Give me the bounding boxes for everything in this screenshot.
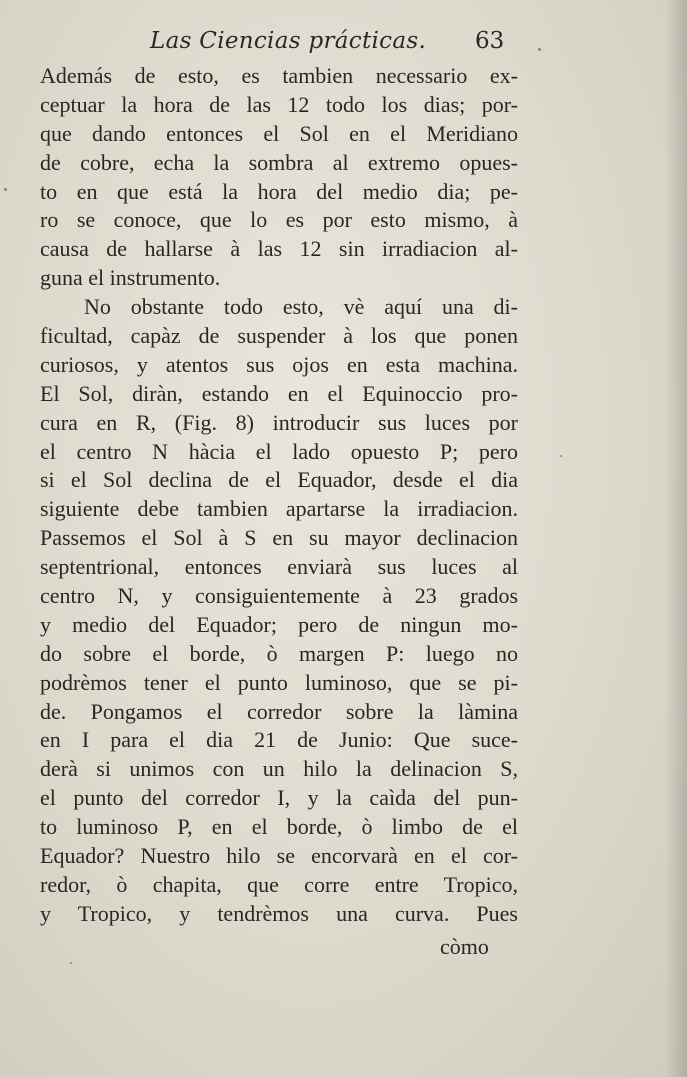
text-line: si el Sol declina de el Equador, desde el dia (40, 467, 518, 493)
text-line: en I para el dia 21 de Junio: Que suce- (40, 727, 518, 753)
text-line: podrèmos tener el punto luminoso, que se pi- (40, 669, 518, 695)
running-head-title: Las Ciencias prácticas. (150, 28, 427, 54)
body-text (40, 62, 518, 929)
text-line: siguiente debe tambien apartarse la irradiacion. (40, 496, 518, 522)
text-line: ceptuar la hora de las 12 todo los dias; por- (40, 91, 518, 117)
running-head (150, 28, 530, 62)
text-line: septentrional, entonces enviarà sus luces al (40, 554, 518, 580)
text-line: redor, ò chapita, que corre entre Tropico, (40, 871, 518, 897)
text-line: de. Pongamos el corredor sobre la làmina (40, 698, 518, 724)
text-line: y Tropico, y tendrèmos una curva. Pues (40, 900, 518, 926)
text-line: to luminoso P, en el borde, ò limbo de el (40, 814, 518, 840)
text-line: to en que está la hora del medio dia; pe- (40, 178, 518, 204)
text-line: guna el instrumento. (40, 265, 221, 291)
text-line: que dando entonces el Sol en el Meridiano (40, 120, 518, 146)
text-line: do sobre el borde, ò margen P: luego no (40, 640, 518, 666)
text-line: el centro N hàcia el lado opuesto P; pero (40, 438, 518, 464)
paragraph-first-line: No obstante todo esto, vè aquí una di- (84, 294, 518, 320)
paper-speck (70, 962, 72, 964)
text-line: ro se conoce, que lo es por esto mismo, à (40, 207, 518, 233)
text-line: y medio del Equador; pero de ningun mo- (40, 611, 518, 637)
text-line: cura en R, (Fig. 8) introducir sus luces por (40, 409, 518, 435)
catchword: còmo (440, 934, 489, 959)
text-line: derà si unimos con un hilo la delinacion S, (40, 756, 518, 782)
text-line: Passemos el Sol à S en su mayor declinacion (40, 525, 518, 551)
paper-speck (4, 188, 7, 191)
text-line: El Sol, diràn, estando en el Equinoccio pro- (40, 380, 518, 406)
page-edge-shadow (665, 0, 687, 1077)
text-line: Equador? Nuestro hilo se encorvarà en el cor- (40, 843, 518, 869)
text-line: centro N, y consiguientemente à 23 grados (40, 583, 518, 609)
text-line: ficultad, capàz de suspender à los que ponen (40, 323, 518, 349)
paper-speck (560, 455, 562, 457)
text-line: Además de esto, es tambien necessario ex- (40, 63, 518, 88)
paper-speck (538, 48, 541, 51)
text-line: el punto del corredor I, y la caìda del pun- (40, 785, 518, 811)
text-line: de cobre, echa la sombra al extremo opues- (40, 149, 518, 175)
page-number: 63 (475, 28, 505, 54)
text-line: curiosos, y atentos sus ojos en esta machina. (40, 351, 518, 377)
text-line: causa de hallarse à las 12 sin irradiacion al- (40, 236, 518, 262)
